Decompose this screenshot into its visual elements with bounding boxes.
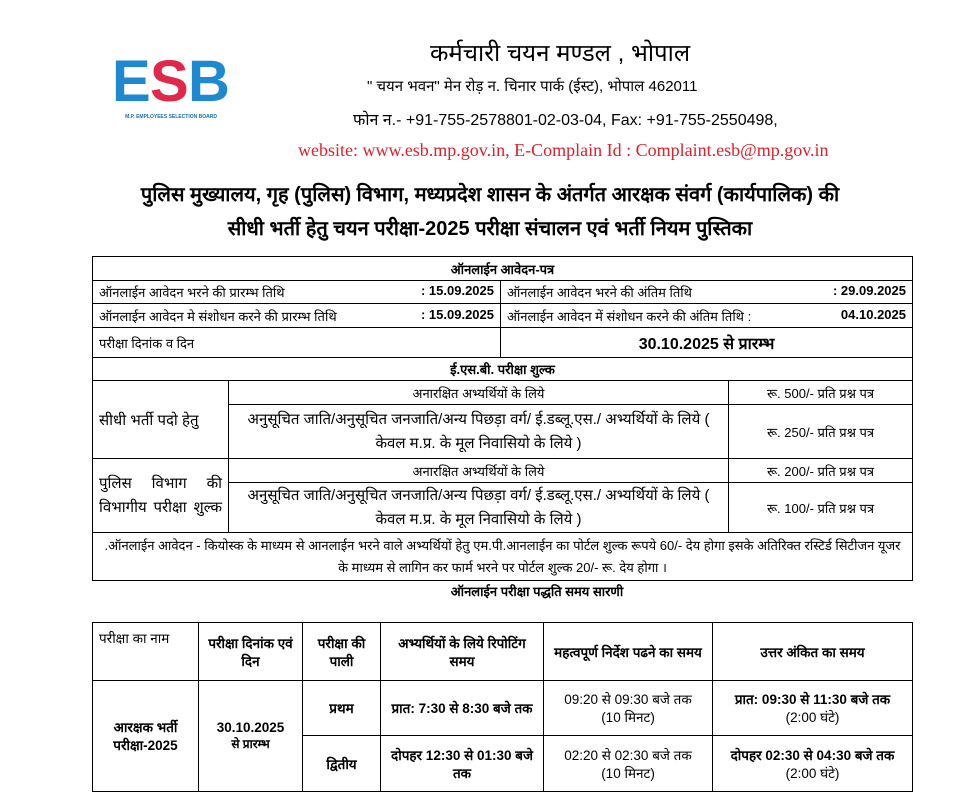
exam-date: 30.10.2025 से प्रारम्भ bbox=[199, 681, 303, 792]
fee-group-label: पुलिस विभाग की विभागीय परीक्षा शुल्क bbox=[93, 459, 229, 533]
table-row: आरक्षक भर्ती परीक्षा-2025 30.10.2025 से प्रारम्भ प्रथम प्रात: 7:30 से 8:30 बजे तक 09:20 से 09:30 बजे तक (10 मिनट) प्रात: 09:30 से 11:30 बजे तक (2:00 घंटे) bbox=[93, 681, 913, 736]
org-name: कर्मचारी चयन मण्डल , भोपाल bbox=[430, 40, 691, 67]
edit-end-date: ऑनलाईन आवेदन में संशोधन करने की अंतिम तिथि : 04.10.2025 bbox=[501, 304, 913, 328]
app-heading: ऑनलाईन आवेदन-पत्र bbox=[93, 257, 913, 281]
website-line[interactable]: website: www.esb.mp.gov.in, E-Complain Id : Complaint.esb@mp.gov.in bbox=[298, 140, 829, 160]
fee-group-label: सीधी भर्ती पदो हेतु bbox=[93, 381, 229, 459]
table-row: द्वितीय दोपहर 12:30 से 01:30 बजे तक 02:20 से 02:30 बजे तक (10 मिनट) दोपहर 02:30 से 04:30 बजे तक (2:00 घंटे) bbox=[93, 736, 913, 792]
exam-date-label: परीक्षा दिनांक व दिन bbox=[93, 328, 501, 358]
start-date: ऑनलाईन आवेदन भरने की प्रारम्भ तिथि : 15.09.2025 bbox=[93, 281, 501, 304]
phone: फोन न.- +91-755-2578801-02-03-04, Fax: +91-755-2550498, bbox=[353, 112, 778, 129]
exam-date-value: 30.10.2025 से प्रारम्भ bbox=[501, 328, 913, 358]
logo-caption: M.P. EMPLOYEES SELECTION BOARD bbox=[125, 114, 217, 120]
esb-logo: E S B M.P. EMPLOYEES SELECTION BOARD bbox=[112, 49, 230, 120]
schedule-table: परीक्षा का नाम परीक्षा दिनांक एवं दिन परीक्षा की पाली अभ्यर्थियों के लिये रिपोटिंग समय महत्वपूर्ण निर्देश पढने का समय उत्तर अंकित का समय आरक्षक भर्ती परीक्षा-2025 30.10.2025 से प्रारम्भ प्रथम प्रात: 7:30 से 8:30 बजे तक 09:20 से 09:30 बजे तक (10 मिनट) प्रात: 09:30 से 11:30 बजे तक (2:00 घंटे) द्वितीय दोपहर 12:30 से 01:30 बजे तक 02:20 से 02:30 बजे तक (10 मिनट) दोपहर 02:30 से 04:30 बजे तक (2:00 घंटे) bbox=[92, 622, 913, 792]
schedule-heading: ऑनलाईन परीक्षा पद्धति समय सारणी bbox=[450, 584, 624, 599]
exam-name: आरक्षक भर्ती परीक्षा-2025 bbox=[93, 681, 199, 792]
application-table: ऑनलाईन आवेदन-पत्र ऑनलाईन आवेदन भरने की प्रारम्भ तिथि : 15.09.2025 ऑनलाईन आवेदन भरने की अंतिम तिथि : 29.09.2025 ऑनलाईन आवेदन मे संशोधन करने की प्रारम्भ तिथि : 15.09.2025 ऑनलाईन आवेदन में संशोधन करने की अंतिम तिथि : 04.10.2025 परीक्षा दिनांक व दिन 30.10.2025 से प्रारम्भ ई.एस.बी. परीक्षा शुल्क सीधी भर्ती पदो हेतु अनारक्षित अभ्यर्थियों के लिये रू. 500/- प्रति प्रश्न पत्र अनुसूचित जाति/अनुसूचित जनजाति/अन्य पिछड़ा वर्ग/ ई.डब्लू.एस./ अभ्यर्थियों के लिये ( केवल म.प्र. के मूल निवासियो के लिये ) रू. 250/- प्रति प्रश्न पत्र पुलिस विभाग की विभागीय परीक्षा शुल्क अनारक्षित अभ्यर्थियों के लिये रू. 200/- प्रति प्रश्न पत्र अनुसूचित जाति/अनुसूचित जनजाति/अन्य पिछड़ा वर्ग/ ई.डब्लू.एस./ अभ्यर्थियों के लिये ( केवल म.प्र. के मूल निवासियो के लिये ) रू. 100/- प्रति प्रश्न पत्र .ऑनलाईन आवेदन - कियोस्क के माध्यम से आनलाईन भरने वाले अभ्यर्थियों हेतु एम.पी.आनलाईन का पोर्टल शुल्क रूपये 60/- देय होगा इसके अतिरिक्त रस्टिर्ड सिटीजन यूजर के माध्यम से लागिन कर फार्म भरने पर पोर्टल शुल्क 20/- रू. देय होगा । bbox=[92, 256, 913, 581]
portal-fee-note: .ऑनलाईन आवेदन - कियोस्क के माध्यम से आनलाईन भरने वाले अभ्यर्थियों हेतु एम.पी.आनलाईन का पोर्टल शुल्क रूपये 60/- देय होगा इसके अतिरिक्त रस्टिर्ड सिटीजन यूजर के माध्यम से लागिन कर फार्म भरने पर पोर्टल शुल्क 20/- रू. देय होगा । bbox=[93, 533, 913, 581]
edit-start-date: ऑनलाईन आवेदन मे संशोधन करने की प्रारम्भ तिथि : 15.09.2025 bbox=[93, 304, 501, 328]
address: " चयन भवन" मेन रोड़ न. चिनार पार्क (ईस्ट), भोपाल 462011 bbox=[367, 78, 698, 95]
end-date: ऑनलाईन आवेदन भरने की अंतिम तिथि : 29.09.2025 bbox=[501, 281, 913, 304]
fee-heading: ई.एस.बी. परीक्षा शुल्क bbox=[93, 358, 913, 381]
document-title: पुलिस मुख्यालय, गृह (पुलिस) विभाग, मध्यप्रदेश शासन के अंतर्गत आरक्षक संवर्ग (कार्यपालिक) की सीधी भर्ती हेतु चयन परीक्षा-2025 परीक्षा संचालन एवं भर्ती नियम पुस्तिका bbox=[140, 184, 840, 240]
